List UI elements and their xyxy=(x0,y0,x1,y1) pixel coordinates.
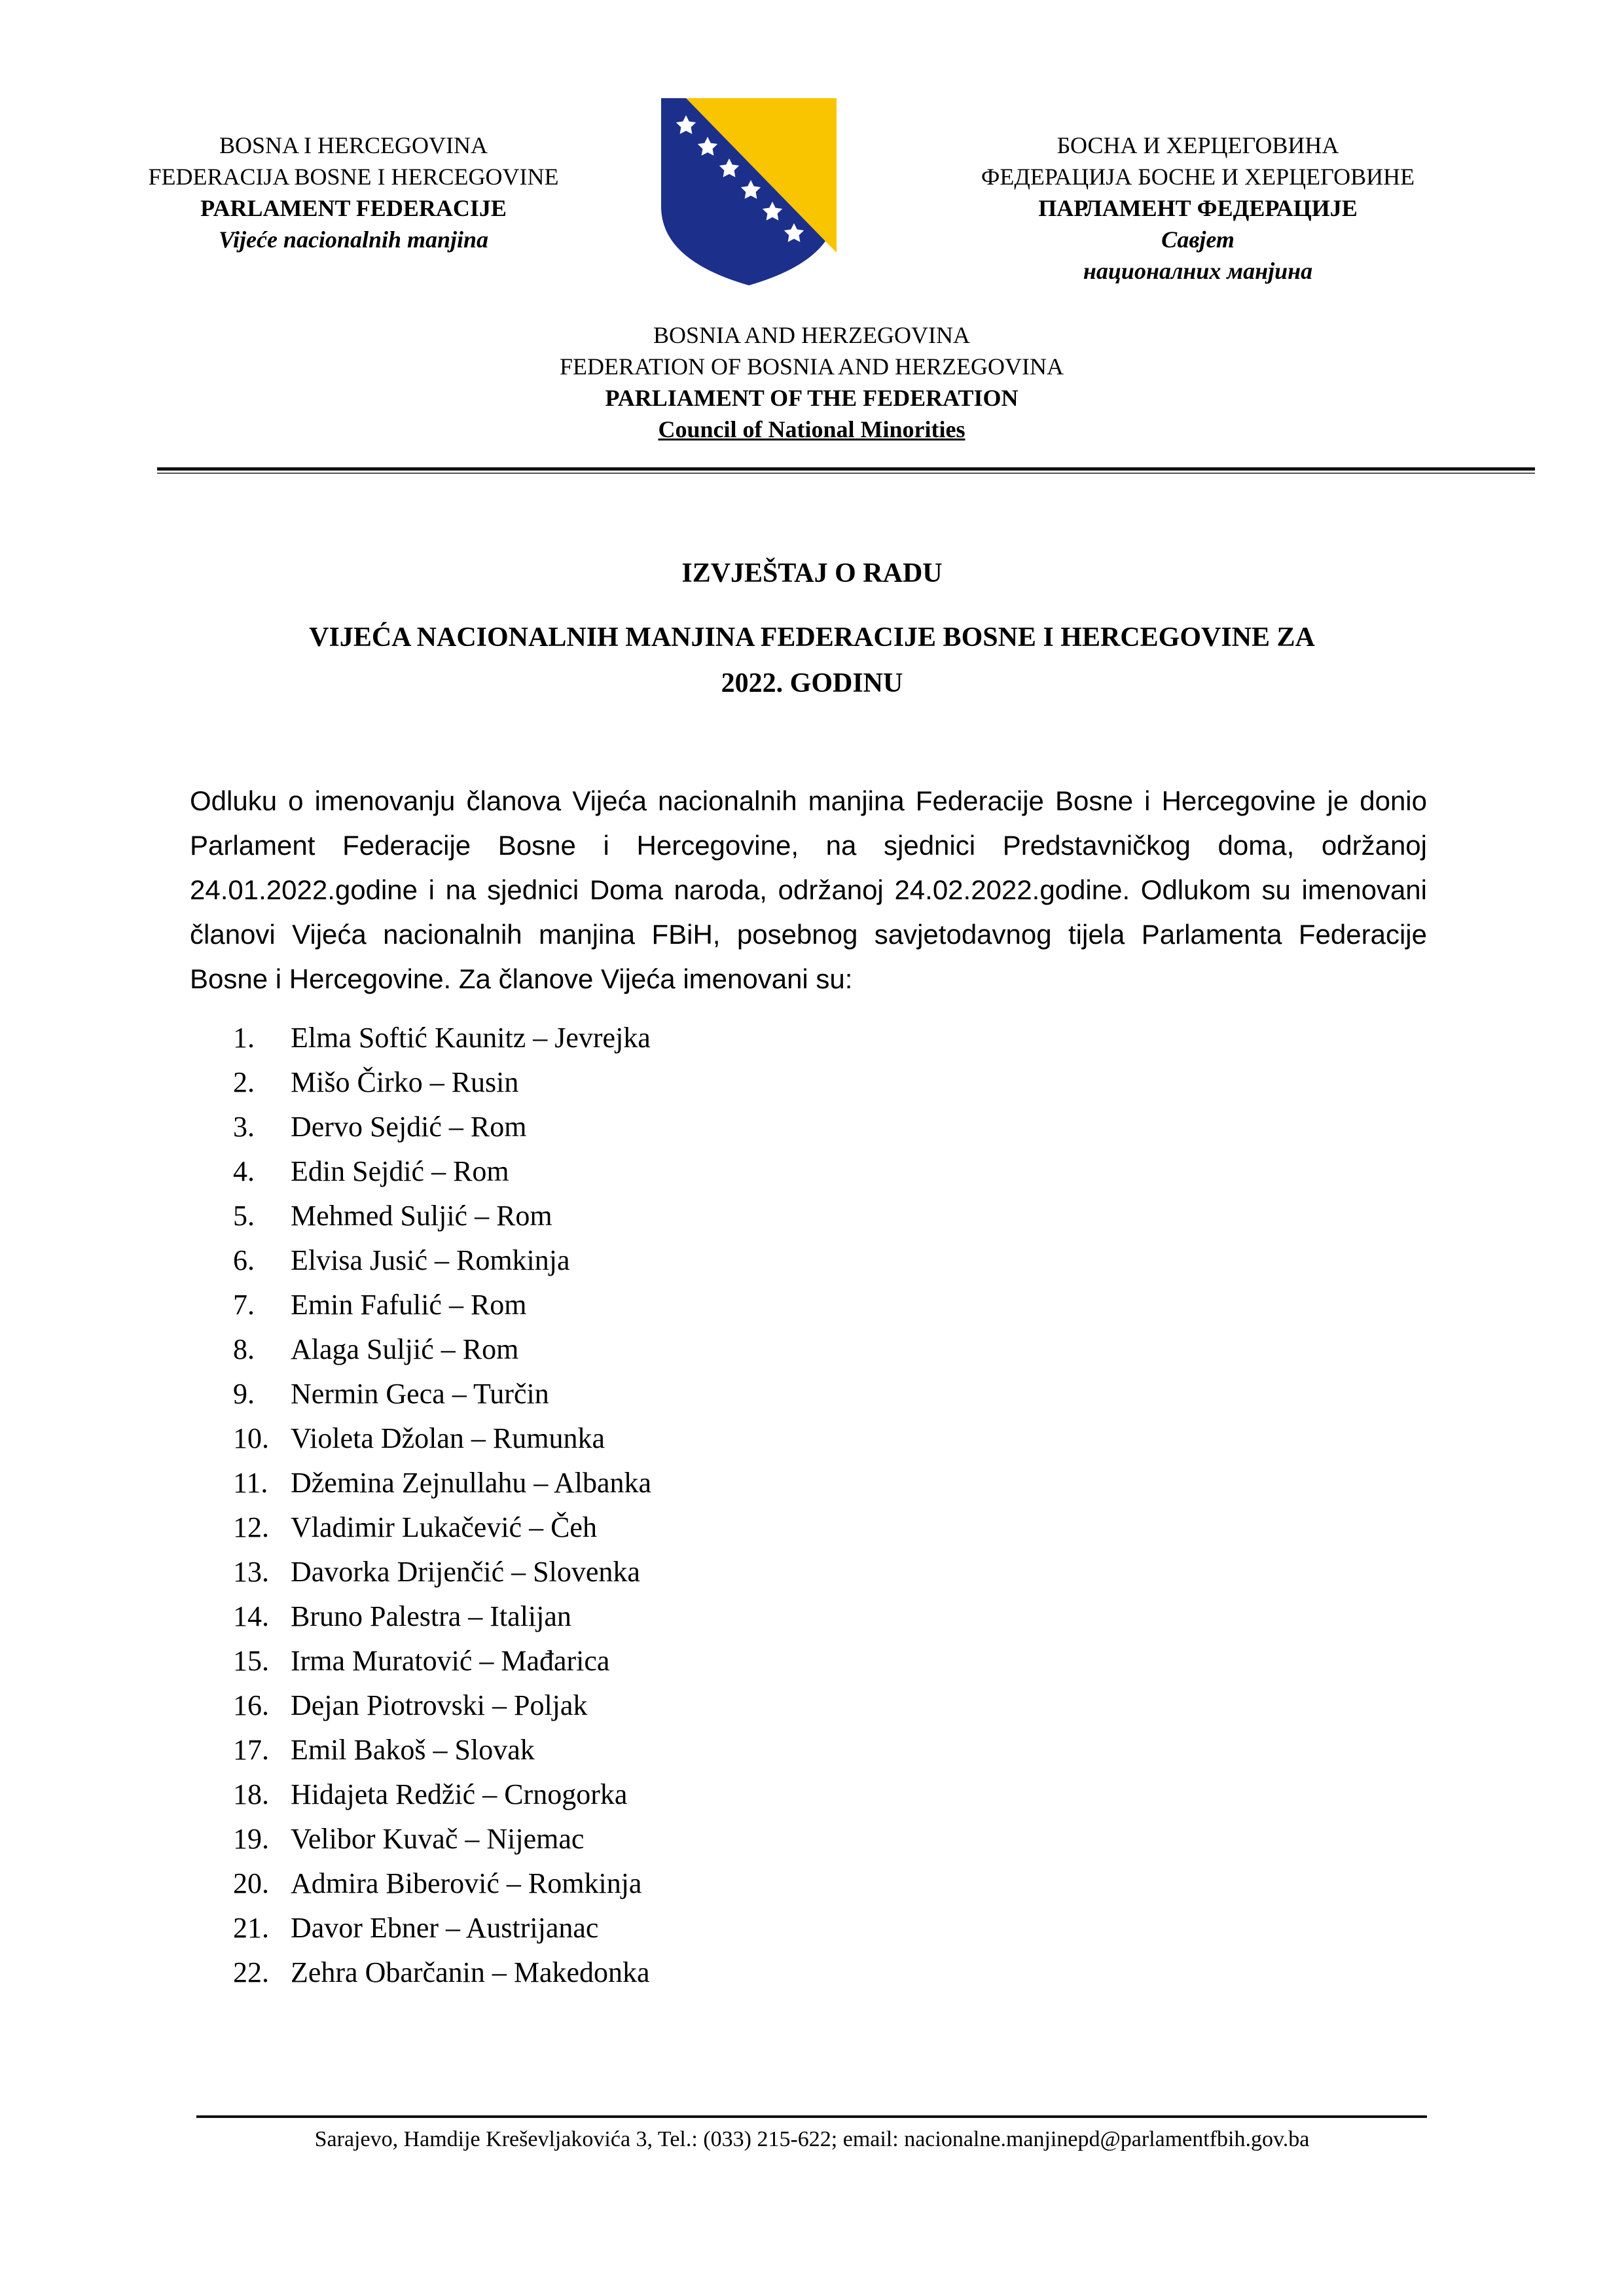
member-list-item xyxy=(233,1194,651,1238)
member-name: Vladimir Lukačević – Čeh xyxy=(291,1511,597,1543)
member-number: 5. xyxy=(233,1200,255,1232)
member-name: Elma Softić Kaunitz – Jevrejka xyxy=(291,1022,651,1054)
header-right-cyrillic xyxy=(903,130,1492,287)
member-list-item xyxy=(233,1817,651,1861)
header-center-english xyxy=(484,319,1139,445)
member-list-item xyxy=(233,1283,651,1327)
member-name: Admira Biberović – Romkinja xyxy=(291,1867,642,1899)
header-divider-thin xyxy=(157,473,1535,474)
header-divider xyxy=(157,467,1535,471)
member-name: Dejan Piotrovski – Poljak xyxy=(291,1689,588,1721)
member-list-item xyxy=(233,1416,651,1461)
member-list-item xyxy=(233,1950,651,1995)
header-center-parliament: PARLIAMENT OF THE FEDERATION xyxy=(605,385,1019,411)
header-center-council: Council of National Minorities xyxy=(658,416,965,442)
member-number: 2. xyxy=(233,1066,255,1098)
member-name: Violeta Džolan – Rumunka xyxy=(291,1422,605,1454)
member-name: Dervo Sejdić – Rom xyxy=(291,1111,527,1143)
member-number: 13. xyxy=(233,1556,269,1588)
bih-coat-of-arms-icon xyxy=(660,97,838,287)
footer-contact: Sarajevo, Hamdije Kreševljakovića 3, Tel.: (033) 215-622; email: nacionalne.manjinepd@parlamentfbih.gov.ba xyxy=(314,2127,1310,2151)
member-name: Emil Bakoš – Slovak xyxy=(291,1734,535,1766)
member-number: 4. xyxy=(233,1155,255,1187)
member-list-item xyxy=(233,1639,651,1683)
member-number: 14. xyxy=(233,1600,269,1632)
member-name: Emin Fafulić – Rom xyxy=(291,1289,527,1321)
member-number: 9. xyxy=(233,1378,255,1410)
member-number: 20. xyxy=(233,1867,269,1899)
member-name: Zehra Obarčanin – Makedonka xyxy=(291,1956,650,1988)
member-number: 10. xyxy=(233,1422,269,1454)
member-list-item xyxy=(233,1594,651,1639)
header-left-council: Vijeće nacionalnih manjina xyxy=(218,226,489,253)
member-name: Edin Sejdić – Rom xyxy=(291,1155,509,1187)
member-number: 15. xyxy=(233,1645,269,1677)
member-name: Davorka Drijenčić – Slovenka xyxy=(291,1556,640,1588)
member-number: 16. xyxy=(233,1689,269,1721)
member-name: Davor Ebner – Austrijanac xyxy=(291,1912,599,1944)
member-list-item xyxy=(233,1772,651,1817)
member-list-item xyxy=(233,1105,651,1149)
header-right-federation: ФЕДЕРАЦИЈА БОСНЕ И ХЕРЦЕГОВИНЕ xyxy=(981,164,1415,190)
member-name: Mehmed Suljić – Rom xyxy=(291,1200,552,1232)
header-right-council-1: Савјет xyxy=(1161,226,1235,253)
member-name: Alaga Suljić – Rom xyxy=(291,1333,519,1365)
member-number: 1. xyxy=(233,1022,255,1054)
member-name: Bruno Palestra – Italijan xyxy=(291,1600,571,1632)
member-list-item xyxy=(233,1906,651,1950)
member-name: Nermin Geca – Turčin xyxy=(291,1378,549,1410)
member-name: Elvisa Jusić – Romkinja xyxy=(291,1244,570,1276)
member-number: 18. xyxy=(233,1778,269,1810)
header-center-country: BOSNIA AND HERZEGOVINA xyxy=(653,322,970,348)
header-left-latin xyxy=(92,130,615,255)
member-list-item xyxy=(233,1550,651,1594)
member-number: 6. xyxy=(233,1244,255,1276)
member-name: Džemina Zejnullahu – Albanka xyxy=(291,1467,652,1499)
member-list-item xyxy=(233,1327,651,1372)
member-number: 3. xyxy=(233,1111,255,1143)
header-right-parliament: ПАРЛАМЕНТ ФЕДЕРАЦИЈЕ xyxy=(1038,195,1358,221)
member-list-item xyxy=(233,1149,651,1194)
header-right-country: БОСНА И ХЕРЦЕГОВИНА xyxy=(1056,132,1339,158)
member-number: 21. xyxy=(233,1912,269,1944)
report-subtitle: VIJEĆA NACIONALNIH MANJINA FEDERACIJE BOSNE I HERCEGOVINE ZA xyxy=(309,622,1315,653)
header-left-country: BOSNA I HERCEGOVINA xyxy=(219,132,488,158)
member-list-item xyxy=(233,1505,651,1550)
member-number: 22. xyxy=(233,1956,269,1988)
member-list-item xyxy=(233,1861,651,1906)
intro-paragraph: Odluku o imenovanju članova Vijeća nacionalnih manjina Federacije Bosne i Hercegovine je donio Parlament Federacije Bosne i Hercegovine, na sjednici Predstavničkog doma, održanoj 24.01.2022.godine i na sjednici Doma naroda, održanoj 24.02.2022.godine. Odlukom su imenovani članovi Vijeća nacionalnih manjina FBiH, posebnog savjetodavnog tijela Parlamenta Federacije Bosne i Hercegovine. Za članove Vijeća imenovani su: xyxy=(190,785,1427,994)
header-center-federation: FEDERATION OF BOSNIA AND HERZEGOVINA xyxy=(559,353,1064,380)
member-name: Irma Muratović – Mađarica xyxy=(291,1645,610,1677)
report-subtitle-year: 2022. GODINU xyxy=(721,668,903,698)
member-list-item xyxy=(233,1060,651,1105)
member-number: 19. xyxy=(233,1823,269,1855)
header-right-council-2: националних манјина xyxy=(1083,258,1313,284)
member-list-item xyxy=(233,1016,651,1060)
member-list-item xyxy=(233,1461,651,1505)
member-number: 12. xyxy=(233,1511,269,1543)
header-left-federation: FEDERACIJA BOSNE I HERCEGOVINE xyxy=(148,164,559,190)
member-number: 7. xyxy=(233,1289,255,1321)
members-list xyxy=(233,1016,651,1995)
member-number: 8. xyxy=(233,1333,255,1365)
member-number: 17. xyxy=(233,1734,269,1766)
footer-divider xyxy=(196,2115,1427,2118)
member-name: Hidajeta Redžić – Crnogorka xyxy=(291,1778,628,1810)
report-title: IZVJEŠTAJ O RADU xyxy=(681,558,943,588)
member-name: Velibor Kuvač – Nijemac xyxy=(291,1823,585,1855)
member-number: 11. xyxy=(233,1467,268,1499)
member-list-item xyxy=(233,1728,651,1772)
member-list-item xyxy=(233,1238,651,1283)
member-name: Mišo Čirko – Rusin xyxy=(291,1066,519,1098)
member-list-item xyxy=(233,1372,651,1416)
header-left-parliament: PARLAMENT FEDERACIJE xyxy=(200,195,507,221)
member-list-item xyxy=(233,1683,651,1728)
